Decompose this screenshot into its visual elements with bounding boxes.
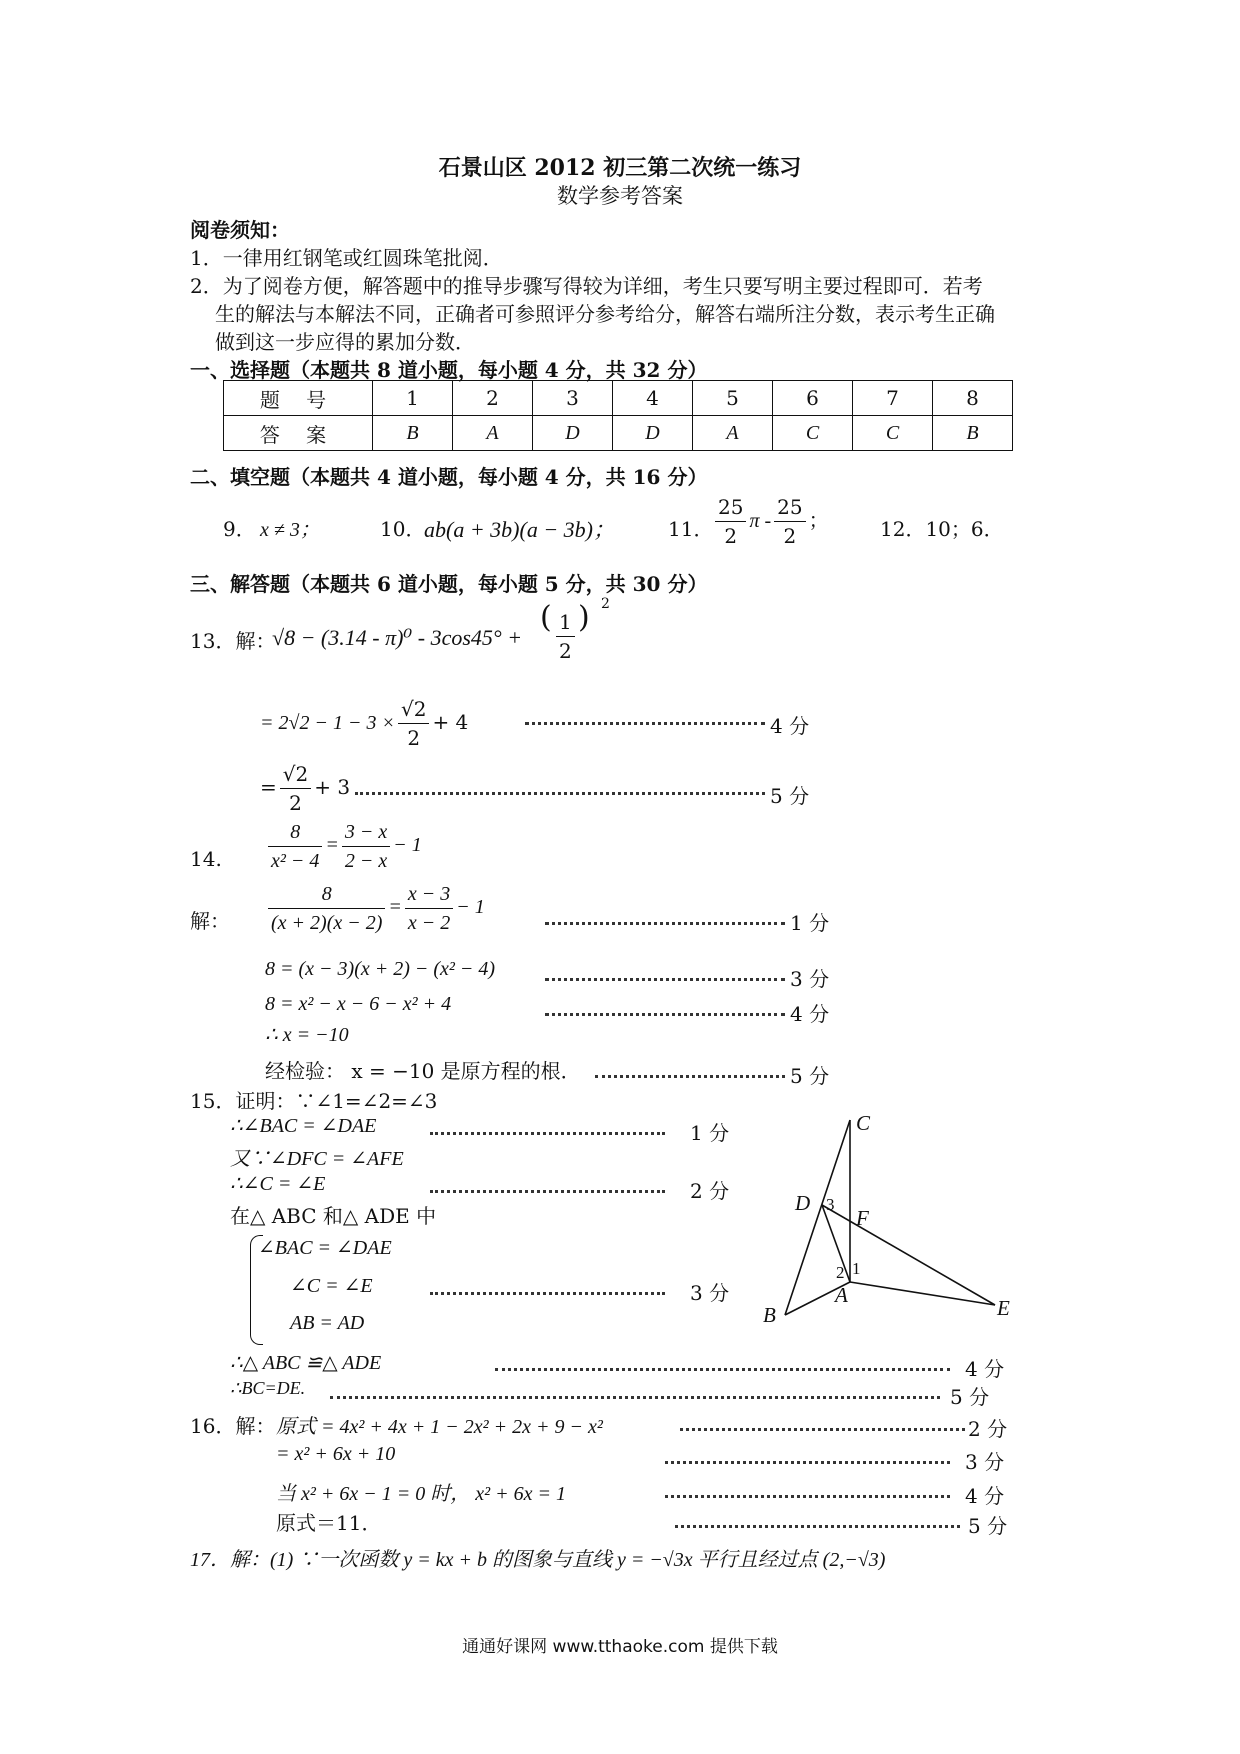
q14-step5: 经检验： x = −10 是原方程的根． (265, 1059, 581, 1083)
q14-step3: 8 = x² − x − 6 − x² + 4 (265, 993, 452, 1015)
q15-line4: 在△ ABC 和△ ADE 中 (230, 1204, 437, 1228)
label-E: E (997, 1296, 1010, 1320)
denominator: 2 (724, 524, 738, 548)
score: 4 分 (770, 714, 810, 738)
q14-step2: 8 = (x − 3)(x + 2) − (x² − 4) (265, 958, 496, 980)
denominator: 2 (407, 726, 421, 750)
score: 5 分 (950, 1385, 990, 1409)
q16-line4: 原式＝11． (276, 1511, 382, 1535)
dot-leader (675, 1525, 960, 1528)
q12-answer: 12．10；6． (880, 517, 1004, 541)
label-A: A (835, 1283, 848, 1307)
row-label-answer: 答 案 (224, 416, 373, 451)
score: 5 分 (770, 784, 810, 808)
label-F: F (856, 1206, 869, 1230)
score: 3 分 (690, 1281, 730, 1305)
numerator: x − 3 (405, 880, 453, 909)
q9-answer: x ≠ 3； (260, 519, 320, 541)
table-cell: D (533, 416, 613, 451)
score: 2 分 (690, 1179, 730, 1203)
q16-line3: 当 x² + 6x − 1 = 0 时， x² + 6x = 1 (276, 1483, 566, 1505)
q10-label: 10． (380, 517, 426, 541)
label-angle-1: 1 (852, 1259, 861, 1278)
dot-leader (330, 1396, 940, 1399)
score: 3 分 (790, 967, 830, 991)
dot-leader (545, 978, 785, 981)
denominator: x − 2 (407, 912, 451, 934)
table-cell: 7 (853, 381, 933, 416)
q11-middle: π - (749, 510, 772, 532)
q15-line3: ∴∠C = ∠E (230, 1173, 326, 1195)
label-C: C (856, 1111, 871, 1135)
note-2-line2: 生的解法与本解法不同，正确者可参照评分参考给分，解答右端所注分数，表示考生正确 (215, 302, 995, 326)
q9-label: 9． (223, 517, 256, 541)
q11-end: ； (808, 508, 829, 532)
q13-exponent: 2 (601, 596, 610, 612)
fraction (280, 760, 311, 817)
score: 1 分 (790, 911, 830, 935)
table-row-questions (224, 381, 1013, 416)
denominator: 2 (289, 791, 302, 815)
fraction (268, 880, 385, 937)
dot-leader (545, 1013, 785, 1016)
notes-heading: 阅卷须知： (190, 218, 290, 242)
note-2-line3: 做到这一步应得的累加分数． (215, 330, 475, 354)
dot-leader (525, 722, 765, 725)
numerator: 25 (715, 493, 746, 522)
note-2-line1: 2．为了阅卷方便，解答题中的推导步骤写得较为详细，考生只要写明主要过程即可．若考 (190, 274, 983, 298)
label-angle-3: 3 (826, 1195, 835, 1214)
table-cell: 1 (373, 381, 453, 416)
table-cell: C (773, 416, 853, 451)
q15-label: 15．证明：∵∠1=∠2=∠3 (190, 1089, 438, 1113)
denominator: (x + 2)(x − 2) (271, 912, 383, 934)
q15-line2: 又∵∠DFC = ∠AFE (230, 1148, 404, 1170)
table-row-answers (224, 416, 1013, 451)
step-text: = 2√2 − 1 − 3 × (260, 712, 395, 734)
step-text: + 4 (432, 710, 469, 734)
score: 4 分 (965, 1357, 1005, 1381)
denominator: 2 − x (344, 850, 388, 872)
table-cell: C (853, 416, 933, 451)
numerator: 3 − x (342, 818, 390, 847)
dot-leader (495, 1368, 950, 1371)
numerator: √2 (398, 695, 429, 724)
table-cell: A (453, 416, 533, 451)
label-angle-2: 2 (836, 1263, 845, 1282)
page-title: 石景山区 2012 初三第二次统一练习 (438, 155, 802, 181)
q13-step1 (260, 695, 468, 752)
fraction (342, 818, 390, 875)
q15-brace-line1: ∠BAC = ∠DAE (258, 1237, 392, 1259)
score: 1 分 (690, 1121, 730, 1145)
numerator: 1 (556, 608, 575, 637)
q15-line5: ∴△ ABC ≌△ ADE (230, 1352, 382, 1374)
numerator: 8 (268, 818, 322, 847)
q15-brace-line2: ∠C = ∠E (290, 1275, 373, 1297)
denominator: 2 (559, 639, 572, 663)
table-cell: 2 (453, 381, 533, 416)
equals: = (325, 834, 339, 857)
q16-label: 16．解： (190, 1414, 276, 1438)
label-B: B (763, 1303, 776, 1327)
q13-expression: √8 − (3.14 - π)⁰ - 3cos45° + (272, 625, 523, 650)
fraction (268, 818, 322, 875)
score: 4 分 (790, 1002, 830, 1026)
table-cell: 6 (773, 381, 853, 416)
score: 5 分 (968, 1514, 1008, 1538)
dot-leader (665, 1461, 950, 1464)
table-cell: B (933, 416, 1013, 451)
table-cell: 4 (613, 381, 693, 416)
fraction (398, 695, 429, 752)
paren-right: ) (578, 600, 590, 635)
equation-tail: − 1 (456, 896, 485, 919)
q14-solution-label: 解： (190, 909, 230, 933)
geometry-figure (760, 1110, 1020, 1335)
q17-line1: 17．解：(1) ∵一次函数 y = kx + b 的图象与直线 y = −√3x 平行且经过点 (2,−√3) (190, 1549, 886, 1571)
q16-line2: = x² + 6x + 10 (276, 1443, 396, 1465)
denominator: x² − 4 (271, 850, 320, 872)
fraction (405, 880, 453, 937)
q10-answer: ab(a + 3b)(a − 3b)； (424, 517, 615, 542)
footer: 通通好课网 www.tthaoke.com 提供下载 (462, 1637, 778, 1657)
step-text: = (260, 775, 277, 799)
table-cell: B (373, 416, 453, 451)
table-cell: A (693, 416, 773, 451)
numerator: √2 (280, 760, 311, 789)
page-subtitle: 数学参考答案 (557, 184, 683, 208)
dot-leader (430, 1292, 665, 1295)
q11-answer (712, 493, 829, 550)
q15-line1: ∴∠BAC = ∠DAE (230, 1115, 377, 1137)
table-cell: 8 (933, 381, 1013, 416)
q13-step2 (260, 760, 350, 817)
dot-leader (355, 792, 765, 795)
dot-leader (680, 1428, 965, 1431)
paren-left: ( (540, 600, 552, 635)
q16-line1: 原式 = 4x² + 4x + 1 − 2x² + 2x + 9 − x² (276, 1416, 603, 1438)
dot-leader (430, 1132, 665, 1135)
equation-tail: − 1 (393, 834, 422, 857)
section3-heading: 三、解答题（本题共 6 道小题，每小题 5 分，共 30 分） (190, 572, 708, 596)
q11-label: 11． (668, 517, 714, 541)
q14-step4: ∴ x = −10 (265, 1024, 349, 1046)
note-1: 1．一律用红钢笔或红圆珠笔批阅． (190, 246, 503, 270)
segment-DE (822, 1205, 995, 1305)
score: 5 分 (790, 1064, 830, 1088)
dot-leader (595, 1075, 785, 1078)
answer-table (223, 380, 1013, 451)
score: 4 分 (965, 1484, 1005, 1508)
segment-AE (850, 1282, 995, 1305)
q13-label: 13．解： (190, 629, 276, 653)
q14-label: 14. (190, 847, 222, 871)
table-cell: 5 (693, 381, 773, 416)
step-text: + 3 (314, 775, 351, 799)
score: 3 分 (965, 1450, 1005, 1474)
dot-leader (430, 1190, 665, 1193)
dot-leader (665, 1495, 950, 1498)
denominator: 2 (783, 524, 797, 548)
fraction (715, 493, 746, 550)
numerator: 8 (268, 880, 385, 909)
q15-brace-line3: AB = AD (290, 1312, 365, 1334)
q14-equation (265, 818, 422, 875)
q13-fraction (553, 608, 578, 665)
fraction (556, 608, 575, 665)
label-D: D (795, 1191, 811, 1215)
numerator: 25 (774, 493, 805, 522)
score: 2 分 (968, 1417, 1008, 1441)
table-cell: 3 (533, 381, 613, 416)
q14-step1: $\frac{8}{(x + 2)(x - 2)}$ = $\frac{x - 3}{x - 2}$ − 1 (265, 880, 485, 937)
section2-heading: 二、填空题（本题共 4 道小题，每小题 4 分，共 16 分） (190, 465, 708, 489)
fraction (774, 493, 805, 550)
row-label-question: 题 号 (224, 381, 373, 416)
section1-heading: 一、选择题（本题共 8 道小题，每小题 4 分，共 32 分） (190, 358, 708, 382)
dot-leader (545, 922, 785, 925)
table-cell: D (613, 416, 693, 451)
q15-line6: ∴BC=DE. (230, 1378, 306, 1398)
